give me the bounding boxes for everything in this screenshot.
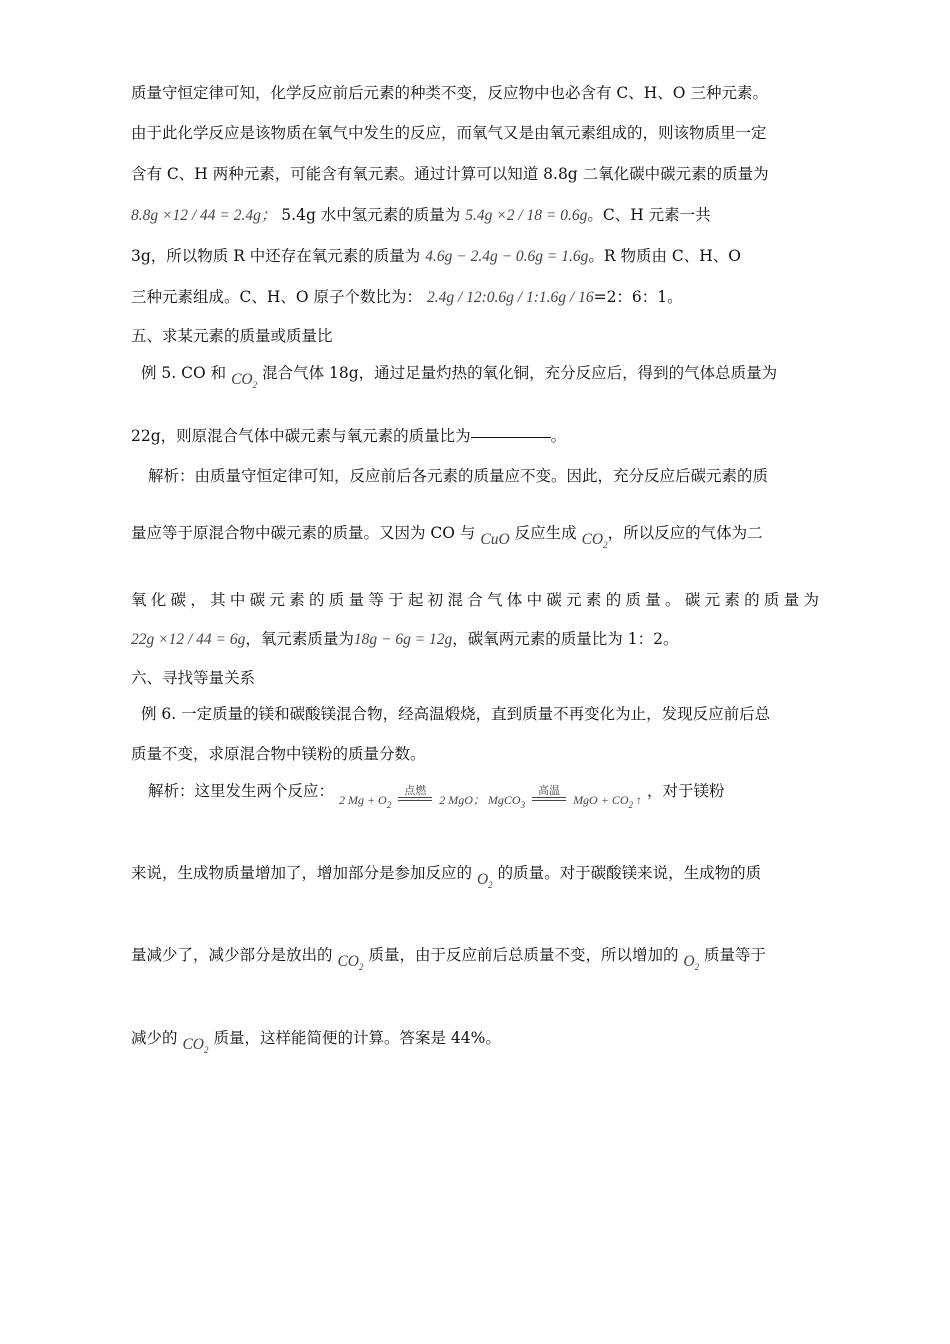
paragraph-line (131, 204, 819, 227)
text: 混合气体 18g，通过足量灼热的氧化铜，充分反应后，得到的气体总质量为 (262, 364, 778, 382)
text: 3g，所以物质 R 中还存在氧元素的质量为 (131, 247, 421, 265)
paragraph-line: 氧化碳，其中碳元素的质量等于起初混合气体中碳元素的质量。碳元素的质量为 (131, 591, 819, 609)
paragraph-line (131, 862, 819, 890)
formula-co2: $CO_2$ (231, 371, 258, 390)
paragraph-line: 由于此化学反应是该物质在氧气中发生的反应，而氧气又是由氧元素组成的，则该物质里一定 (131, 124, 767, 142)
text: ，对于镁粉 (646, 782, 725, 800)
formula: 2.4g / 12:0.6g / 1:1.6g / 16 (426, 289, 594, 306)
formula: 8.8g ×12 / 44 = 2.4g； (131, 207, 277, 224)
formula: 4.6g − 2.4g − 0.6g = 1.6g (425, 248, 589, 265)
text: ，碳氧两元素的质量比为 1：2。 (452, 630, 679, 648)
text: ，氧元素质量为 (245, 630, 354, 648)
text: 质量等于 (704, 946, 767, 964)
text: 三种元素组成。C、H、O 原子个数比为： (131, 288, 423, 306)
text: =2：6：1。 (593, 288, 683, 306)
formula-co2: $CO_2$ (581, 531, 608, 550)
paragraph-line (131, 944, 819, 972)
formula-cuo: CuO (480, 531, 510, 548)
reaction-equations: 2 $Mg + O_2$ 点燃 2 MgO； MgCO$_3$ 高温 MgO + $CO_2$ ↑ (338, 785, 642, 810)
paragraph-line (131, 425, 819, 447)
text: 5.4g 水中氢元素的质量为 (281, 206, 461, 224)
paragraph-line: 质量守恒定律可知，化学反应前后元素的种类不变，反应物中也必含有 C、H、O 三种元素。 (131, 84, 768, 102)
text: 减少的 (131, 1029, 178, 1047)
text: 。C、H 元素一共 (587, 206, 711, 224)
paragraph-line (131, 286, 819, 309)
paragraph-line (131, 1027, 819, 1055)
formula-co2: $CO_2$ (337, 953, 364, 972)
text: 量减少了，减少部分是放出的 (131, 946, 333, 964)
paragraph-line: 例 6. 一定质量的镁和碳酸镁混合物，经高温煅烧，直到质量不再变化为止，发现反应前后总 (141, 705, 771, 723)
text: 。 (550, 427, 567, 445)
paragraph-line: 含有 C、H 两种元素，可能含有氧元素。通过计算可以知道 8.8g 二氧化碳中碳元素的质量为 (131, 165, 769, 183)
section-heading: 五、求某元素的质量或质量比 (131, 327, 333, 345)
text: 反应生成 (514, 524, 577, 542)
condition-arrow: 点燃 (398, 785, 432, 801)
paragraph-line (148, 780, 819, 810)
paragraph-line (131, 522, 819, 550)
formula-co2: $CO_2$ (182, 1036, 209, 1055)
paragraph-line (131, 628, 819, 651)
text: 量应等于原混合物中碳元素的质量。又因为 CO 与 (131, 524, 476, 542)
text: ，所以反应的气体为二 (607, 524, 763, 542)
formula: 18g − 6g = 12g (353, 631, 453, 648)
text: 质量，由于反应前后总质量不变，所以增加的 (368, 946, 679, 964)
formula: 22g ×12 / 44 = 6g (131, 631, 246, 648)
formula: 5.4g ×2 / 18 = 0.6g (465, 207, 588, 224)
formula-o2: $O_2$ (476, 871, 493, 890)
text: 例 5. CO 和 (141, 364, 227, 382)
paragraph-line (141, 362, 829, 390)
text: 。R 物质由 C、H、O (588, 247, 741, 265)
answer-blank (471, 437, 551, 438)
text: 解析：这里发生两个反应： (148, 782, 335, 800)
text: 来说，生成物质量增加了，增加部分是参加反应的 (131, 864, 473, 882)
text: 质量，这样能简便的计算。答案是 44%。 (213, 1029, 501, 1047)
formula-o2: $O_2$ (683, 953, 700, 972)
paragraph-line: 质量不变，求原混合物中镁粉的质量分数。 (131, 745, 426, 763)
text: 的质量。对于碳酸镁来说，生成物的质 (497, 864, 762, 882)
condition-arrow: 高温 (532, 785, 566, 801)
text: 22g，则原混合气体中碳元素与氧元素的质量比为 (131, 427, 471, 445)
paragraph-line: 解析：由质量守恒定律可知，反应前后各元素的质量应不变。因此，充分反应后碳元素的质 (148, 467, 769, 485)
paragraph-line (131, 245, 819, 268)
section-heading: 六、寻找等量关系 (131, 669, 256, 687)
